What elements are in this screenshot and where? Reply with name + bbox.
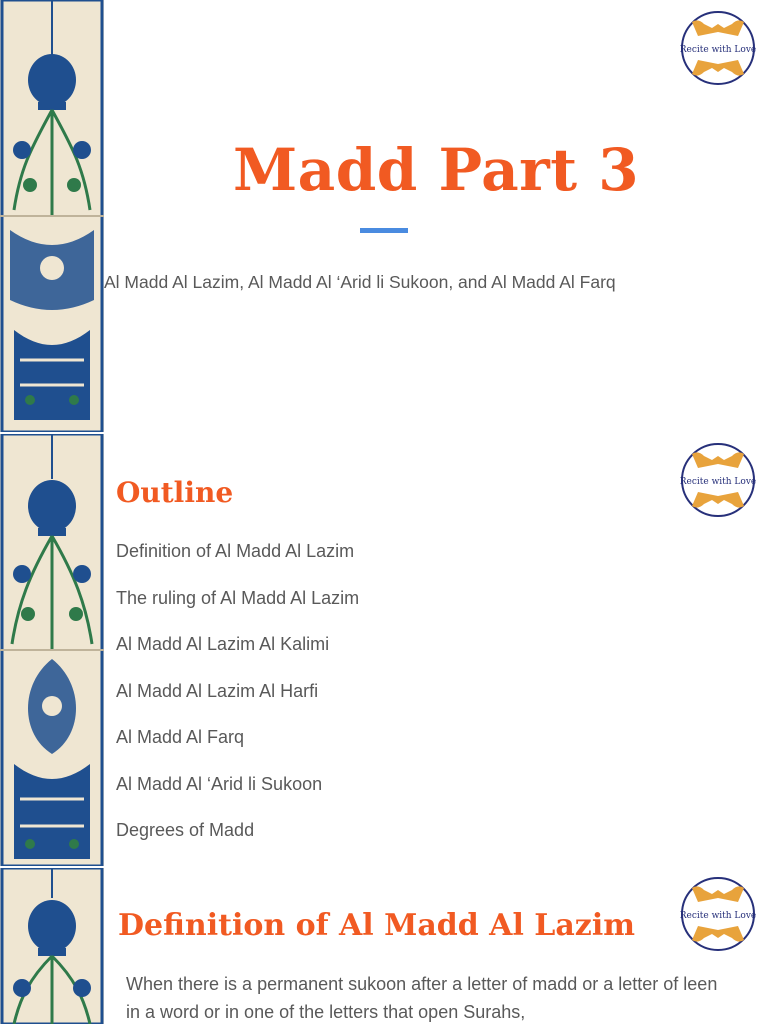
floral-iznik-tile-icon [0,434,104,866]
list-item: Al Madd Al Lazim Al Harfi [116,680,319,701]
list-item: Degrees of Madd [116,820,255,840]
recite-with-love-logo [678,874,758,954]
section-title-definition: Definition of Al Madd Al Lazim [118,908,635,943]
logo-text: Recite with Love [679,477,757,487]
subtitle: Al Madd Al Lazim, Al Madd Al ‘Arid li Sukoon, and Al Madd Al Farq [104,272,616,292]
list-item: Al Madd Al ‘Arid li Sukoon [116,773,323,794]
outline-list [116,538,359,864]
section-title-outline: Outline [116,476,234,509]
title-divider [360,228,408,233]
list-item: The ruling of Al Madd Al Lazim [116,587,360,608]
slide-title [0,0,768,432]
floral-iznik-tile-icon [0,868,104,1024]
logo-text: Recite with Love [679,45,757,55]
list-item: Definition of Al Madd Al Lazim [116,541,355,561]
list-item: Al Madd Al Lazim Al Kalimi [116,634,330,654]
logo-text: Recite with Love [679,911,757,921]
recite-with-love-logo [678,440,758,520]
floral-iznik-tile-icon [0,0,104,432]
definition-text: When there is a permanent sukoon after a letter of madd or a letter of leen in a word or in one of the letters that open Surahs, [126,974,718,1022]
recite-with-love-logo [678,8,758,88]
page-title: Madd Part 3 [232,136,640,204]
list-item: Al Madd Al Farq [116,727,245,747]
